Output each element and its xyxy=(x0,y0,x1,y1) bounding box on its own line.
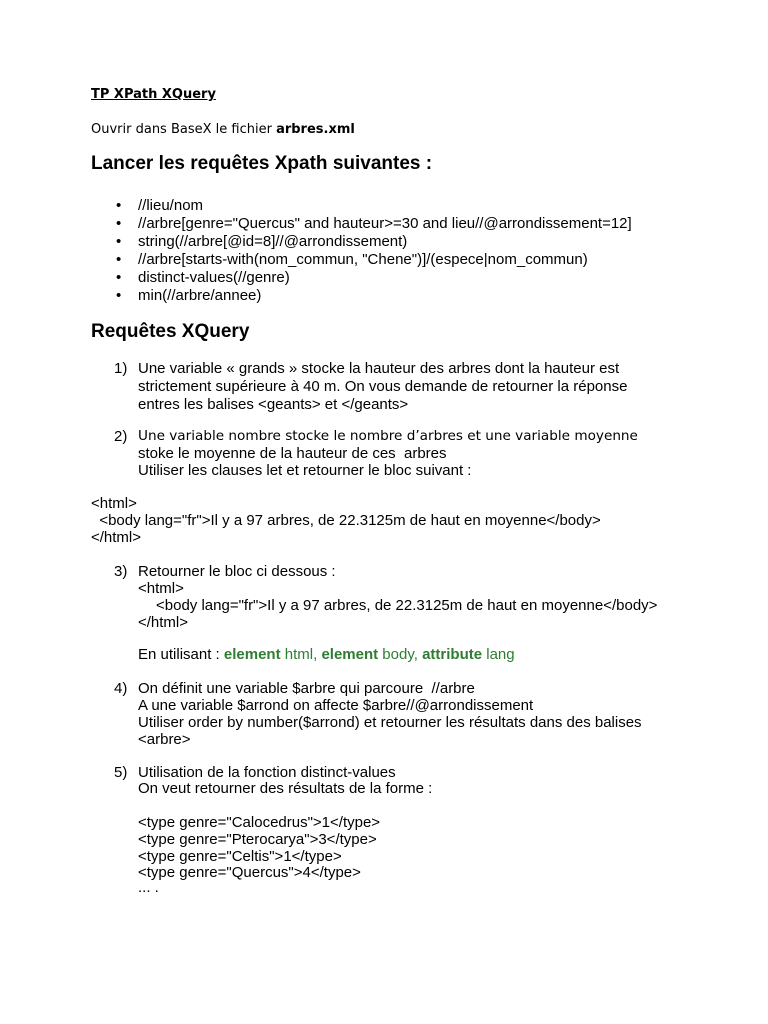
code-line: <type genre="Calocedrus">1</type> xyxy=(138,814,381,831)
code-line: <type genre="Pterocarya">3</type> xyxy=(138,831,377,848)
open-file-instruction xyxy=(91,122,355,137)
question-line: Une variable nombre stocke le nombre d’arbres et une variable moyenne xyxy=(138,428,638,444)
question-number: 4) xyxy=(114,680,128,697)
question-line: A une variable $arrond on affecte $arbre//@arrondissement xyxy=(138,697,534,714)
page-title: TP XPath XQuery xyxy=(91,87,216,102)
question-line: Utiliser les clauses let et retourner le bloc suivant : xyxy=(138,462,472,479)
code-line: </html> xyxy=(91,529,142,546)
keyword-element: element xyxy=(223,646,281,663)
bullet-icon: • xyxy=(116,269,122,286)
code-line: <type genre="Celtis">1</type> xyxy=(138,848,342,865)
bullet-icon: • xyxy=(116,233,122,250)
question-number: 1) xyxy=(114,360,128,377)
code-line: ... . xyxy=(138,879,159,896)
question-line: entres les balises <geants> et </geants> xyxy=(138,396,409,413)
open-file-text: Ouvrir dans BaseX le fichier xyxy=(91,122,277,137)
bullet-icon: • xyxy=(116,215,122,232)
using-prefix: En utilisant : xyxy=(138,646,224,663)
question-line: strictement supérieure à 40 m. On vous demande de retourner la réponse xyxy=(138,378,628,395)
question-line: stoke le moyenne de la hauteur de ces arbres xyxy=(138,445,447,462)
code-line: <body lang="fr">Il y a 97 arbres, de 22.3125m de haut en moyenne</body> xyxy=(91,512,601,529)
question-number: 2) xyxy=(114,428,128,445)
xpath-query-item: //lieu/nom xyxy=(138,197,204,214)
code-line: <html> xyxy=(138,580,184,597)
keyword-value: body, xyxy=(378,646,423,663)
question-line: Retourner le bloc ci dessous : xyxy=(138,563,336,580)
xpath-query-item: min(//arbre/annee) xyxy=(138,287,262,304)
question-line: On veut retourner des résultats de la forme : xyxy=(138,780,433,797)
code-line: <type genre="Quercus">4</type> xyxy=(138,864,361,881)
question-line: Utiliser order by number($arrond) et retourner les résultats dans des balises xyxy=(138,714,642,731)
xpath-heading: Lancer les requêtes Xpath suivantes : xyxy=(91,153,433,174)
xpath-query-item: distinct-values(//genre) xyxy=(138,269,290,286)
bullet-icon: • xyxy=(116,287,122,304)
question-number: 5) xyxy=(114,764,128,781)
xpath-query-item: //arbre[starts-with(nom_commun, "Chene")]/(espece|nom_commun) xyxy=(138,251,588,268)
xpath-query-item: string(//arbre[@id=8]//@arrondissement) xyxy=(138,233,408,250)
keyword-value: html, xyxy=(280,646,322,663)
keyword-element: element xyxy=(321,646,379,663)
keyword-attribute: attribute xyxy=(422,646,483,663)
code-line: </html> xyxy=(138,614,189,631)
question-number: 3) xyxy=(114,563,128,580)
question-line: Utilisation de la fonction distinct-values xyxy=(138,764,396,781)
using-line xyxy=(138,646,515,663)
xquery-heading: Requêtes XQuery xyxy=(91,321,250,342)
question-line: <arbre> xyxy=(138,731,191,748)
bullet-icon: • xyxy=(116,197,122,214)
keyword-value: lang xyxy=(482,646,515,663)
open-file-name: arbres.xml xyxy=(276,122,355,137)
question-line: Une variable « grands » stocke la hauteur des arbres dont la hauteur est xyxy=(138,360,620,377)
xpath-query-item: //arbre[genre="Quercus" and hauteur>=30 and lieu//@arrondissement=12] xyxy=(138,215,632,232)
code-line: <body lang="fr">Il y a 97 arbres, de 22.3125m de haut en moyenne</body> xyxy=(156,597,658,614)
question-line: On définit une variable $arbre qui parcoure //arbre xyxy=(138,680,475,697)
bullet-icon: • xyxy=(116,251,122,268)
code-line: <html> xyxy=(91,495,137,512)
